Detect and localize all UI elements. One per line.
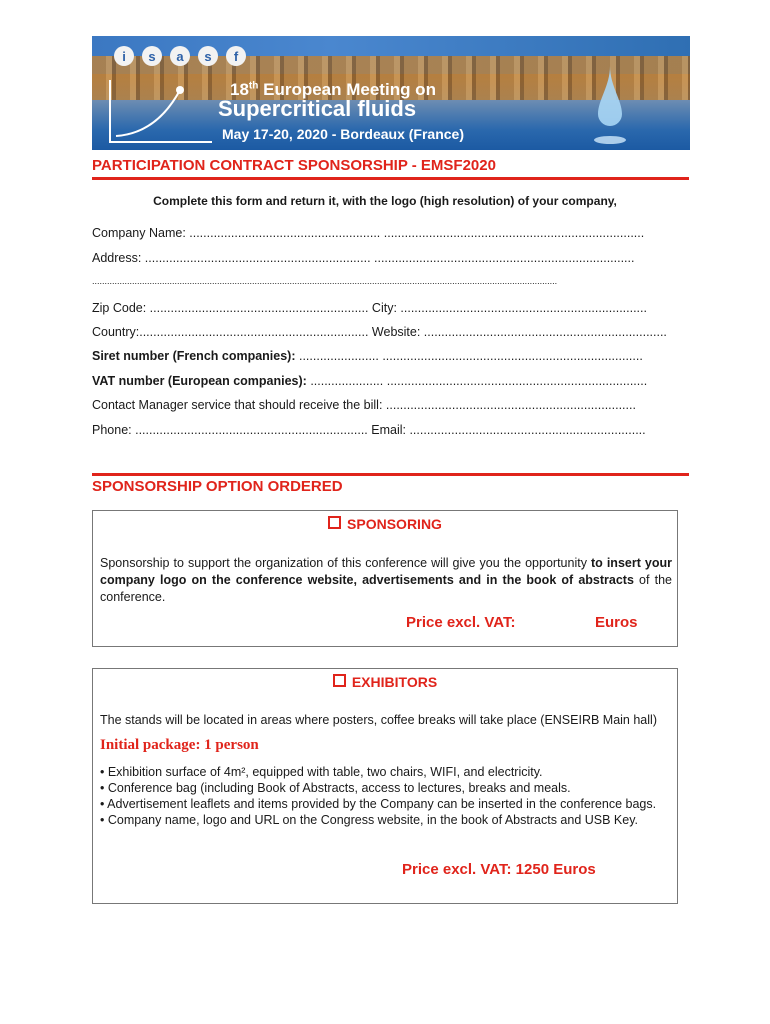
zip-city-field[interactable]: Zip Code: ............................................................... City: ....................................................................... bbox=[92, 301, 647, 315]
sponsoring-box bbox=[92, 510, 678, 647]
options-heading: SPONSORSHIP OPTION ORDERED bbox=[92, 478, 343, 495]
list-item: • Exhibition surface of 4m², equipped with table, two chairs, WIFI, and electricity. bbox=[100, 765, 543, 779]
initial-package-heading bbox=[100, 737, 259, 754]
country-website-field[interactable]: Country:.................................................................. Website: ...................................................................... bbox=[92, 325, 667, 339]
package-label: Initial package bbox=[100, 737, 196, 753]
logo-letter: f bbox=[226, 46, 246, 66]
banner-edition-suffix: th bbox=[248, 80, 259, 92]
sponsoring-checkbox[interactable] bbox=[328, 516, 341, 529]
form-instructions: Complete this form and return it, with the logo (high resolution) of your company, bbox=[153, 194, 617, 208]
exhibitors-checkbox[interactable] bbox=[333, 674, 346, 687]
list-item: • Company name, logo and URL on the Congress website, in the book of Abstracts and USB Key. bbox=[100, 813, 639, 827]
sponsoring-title-text: SPONSORING bbox=[347, 516, 442, 532]
sponsoring-title bbox=[93, 516, 677, 532]
list-item: • Advertisement leaflets and items provided by the Company can be inserted in the conference bags. bbox=[100, 797, 657, 811]
sponsoring-description bbox=[100, 555, 672, 606]
exhibitors-intro: The stands will be located in areas where posters, coffee breaks will take place (ENSEIRB Main hall) bbox=[100, 713, 657, 727]
sponsoring-text-bold: to insert your company logo on the conference website, advertisements and in the book of abstracts bbox=[100, 556, 673, 587]
banner-title-line2: Supercritical fluids bbox=[218, 96, 417, 121]
logo-letter: i bbox=[114, 46, 134, 66]
sponsoring-price-label: Price excl. VAT: bbox=[406, 614, 516, 631]
vat-label: VAT number (European companies): bbox=[92, 374, 307, 388]
logo-letter: s bbox=[198, 46, 218, 66]
exhibitors-title-text: EXHIBITORS bbox=[351, 674, 438, 690]
sponsoring-price-unit: Euros bbox=[595, 614, 638, 631]
sponsoring-text-end: of the conference. bbox=[100, 573, 672, 604]
exhibitors-title bbox=[93, 674, 677, 690]
phone-email-field[interactable]: Phone: ................................................................... Email: .................................................................... bbox=[92, 423, 646, 437]
exhibitors-box bbox=[92, 668, 678, 904]
conference-banner bbox=[92, 36, 690, 150]
options-divider bbox=[92, 473, 689, 476]
package-value: : 1 person bbox=[195, 737, 259, 753]
address-line2-field[interactable]: .......................................................................................................................................................................................... bbox=[92, 276, 558, 286]
logo-letter: a bbox=[170, 46, 190, 66]
siret-label: Siret number (French companies): bbox=[92, 349, 296, 363]
banner-date-place: May 17-20, 2020 - Bordeaux (France) bbox=[222, 126, 464, 142]
sponsoring-text: Sponsorship to support the organization of this conference will give you the opportunity bbox=[100, 556, 591, 570]
siret-input-dots[interactable]: ....................... ........................................................................... bbox=[295, 349, 643, 363]
page-title: PARTICIPATION CONTRACT SPONSORSHIP - EMSF2020 bbox=[92, 157, 496, 174]
contact-manager-field[interactable]: Contact Manager service that should receive the bill: ........................................................................ bbox=[92, 398, 636, 412]
exhibitors-benefits-list bbox=[100, 764, 672, 828]
title-divider bbox=[92, 177, 689, 180]
exhibitors-price: Price excl. VAT: 1250 Euros bbox=[402, 861, 596, 878]
phase-diagram-icon bbox=[106, 76, 216, 146]
siret-field[interactable] bbox=[92, 349, 680, 363]
company-name-field[interactable]: Company Name: ....................................................... ........................................................................... bbox=[92, 226, 645, 240]
banner-edition: 18 bbox=[230, 80, 249, 99]
vat-input-dots[interactable]: ..................... ........................................................................... bbox=[306, 374, 648, 388]
banner-title-text: European Meeting on bbox=[263, 80, 436, 99]
water-drop-icon bbox=[592, 66, 628, 146]
logo-letter: s bbox=[142, 46, 162, 66]
isasf-logo bbox=[114, 46, 246, 66]
address-field[interactable]: Address: ................................................................. ........................................................................... bbox=[92, 251, 635, 265]
list-item: • Conference bag (including Book of Abstracts, access to lectures, breaks and meals. bbox=[100, 781, 571, 795]
vat-field[interactable] bbox=[92, 374, 680, 388]
